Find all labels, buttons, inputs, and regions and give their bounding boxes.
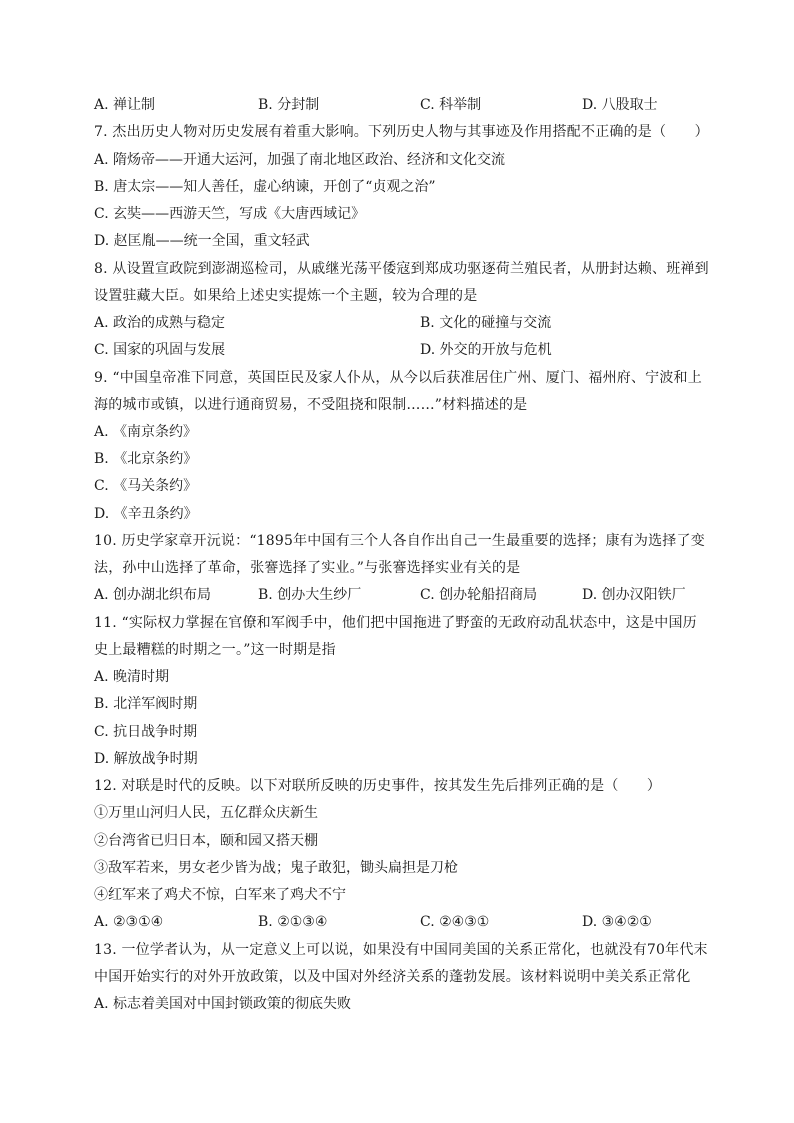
q13-stem-line-1: 13. 一位学者认为，从一定意义上可以说，如果没有中国同美国的关系正常化，也就没有70年代末 — [94, 942, 708, 958]
q11-option-a: A. 晚清时期 — [94, 669, 170, 685]
q12-option-d: D. ③④②① — [582, 914, 652, 930]
q8-option-c: C. 国家的巩固与发展 — [94, 342, 226, 358]
q8-stem-line-2: 设置驻藏大臣。如果给上述史实提炼一个主题，较为合理的是 — [94, 288, 478, 304]
q10-option-d: D. 创办汉阳铁厂 — [582, 587, 686, 603]
q8-option-b: B. 文化的碰撞与交流 — [420, 315, 552, 331]
q11-option-c: C. 抗日战争时期 — [94, 724, 198, 740]
q7-option-d: D. 赵匡胤——统一全国，重文轻武 — [94, 233, 310, 249]
q8-stem-line-1: 8. 从设置宣政院到澎湖巡检司，从戚继光荡平倭寇到郑成功驱逐荷兰殖民者，从册封达赖、班禅到 — [94, 261, 709, 277]
q10-option-b: B. 创办大生纱厂 — [258, 587, 362, 603]
q12-option-b: B. ②①③④ — [258, 914, 328, 930]
q6-option-d: D. 八股取士 — [582, 97, 658, 113]
q11-stem-line-2: 史上最糟糕的时期之一。”这一时期是指 — [94, 642, 336, 658]
q12-item-2: ②台湾省已归日本，颐和园又搭天棚 — [94, 833, 318, 849]
q9-option-b: B. 《北京条约》 — [94, 451, 198, 467]
q10-option-c: C. 创办轮船招商局 — [420, 587, 538, 603]
q9-stem-line-1: 9. “中国皇帝准下同意，英国臣民及家人仆从，从今以后获准居住广州、厦门、福州府、宁波和上 — [94, 370, 702, 386]
q13-stem-line-2: 中国开始实行的对外开放政策，以及中国对外经济关系的蓬勃发展。该材料说明中美关系正常化 — [94, 969, 691, 985]
q11-option-b: B. 北洋军阀时期 — [94, 696, 198, 712]
q12-item-4: ④红军来了鸡犬不惊，白军来了鸡犬不宁 — [94, 887, 346, 903]
q11-stem-line-1: 11. “实际权力掌握在官僚和军阀手中，他们把中国拖进了野蛮的无政府动乱状态中，这是中国历 — [94, 615, 697, 631]
q13-option-a: A. 标志着美国对中国封锁政策的彻底失败 — [94, 996, 352, 1012]
q9-option-d: D. 《辛丑条约》 — [94, 506, 198, 522]
q6-option-a: A. 禅让制 — [94, 97, 156, 113]
q10-stem-line-2: 法，孙中山选择了革命，张謇选择了实业。”与张謇选择实业有关的是 — [94, 560, 521, 576]
q10-option-a: A. 创办湖北织布局 — [94, 587, 212, 603]
q7-stem: 7. 杰出历史人物对历史发展有着重大影响。下列历史人物与其事迹及作用搭配不正确的是（ ） — [94, 124, 709, 140]
q11-option-d: D. 解放战争时期 — [94, 751, 198, 767]
q12-option-a: A. ②③①④ — [94, 914, 164, 930]
q12-item-3: ③敌军若来，男女老少皆为战；鬼子敢犯，锄头扁担是刀枪 — [94, 860, 458, 876]
q8-option-d: D. 外交的开放与危机 — [420, 342, 552, 358]
q12-stem: 12. 对联是时代的反映。以下对联所反映的历史事件，按其发生先后排列正确的是（ ） — [94, 778, 662, 794]
q9-stem-line-2: 海的城市或镇，以进行通商贸易，不受阻挠和限制……”材料描述的是 — [94, 397, 528, 413]
q12-item-1: ①万里山河归人民，五亿群众庆新生 — [94, 805, 318, 821]
q12-option-c: C. ②④③① — [420, 914, 490, 930]
q9-option-c: C. 《马关条约》 — [94, 478, 198, 494]
q8-option-a: A. 政治的成熟与稳定 — [94, 315, 226, 331]
q9-option-a: A. 《南京条约》 — [94, 424, 198, 440]
q6-option-b: B. 分封制 — [258, 97, 320, 113]
q6-option-c: C. 科举制 — [420, 97, 482, 113]
q7-option-a: A. 隋炀帝——开通大运河，加强了南北地区政治、经济和文化交流 — [94, 152, 506, 168]
q7-option-c: C. 玄奘——西游天竺，写成《大唐西域记》 — [94, 206, 366, 222]
q10-stem-line-1: 10. 历史学家章开沅说：“1895年中国有三个人各自作出自己一生最重要的选择；康有为选择了变 — [94, 533, 705, 549]
q7-option-b: B. 唐太宗——知人善任，虚心纳谏，开创了“贞观之治” — [94, 179, 436, 195]
